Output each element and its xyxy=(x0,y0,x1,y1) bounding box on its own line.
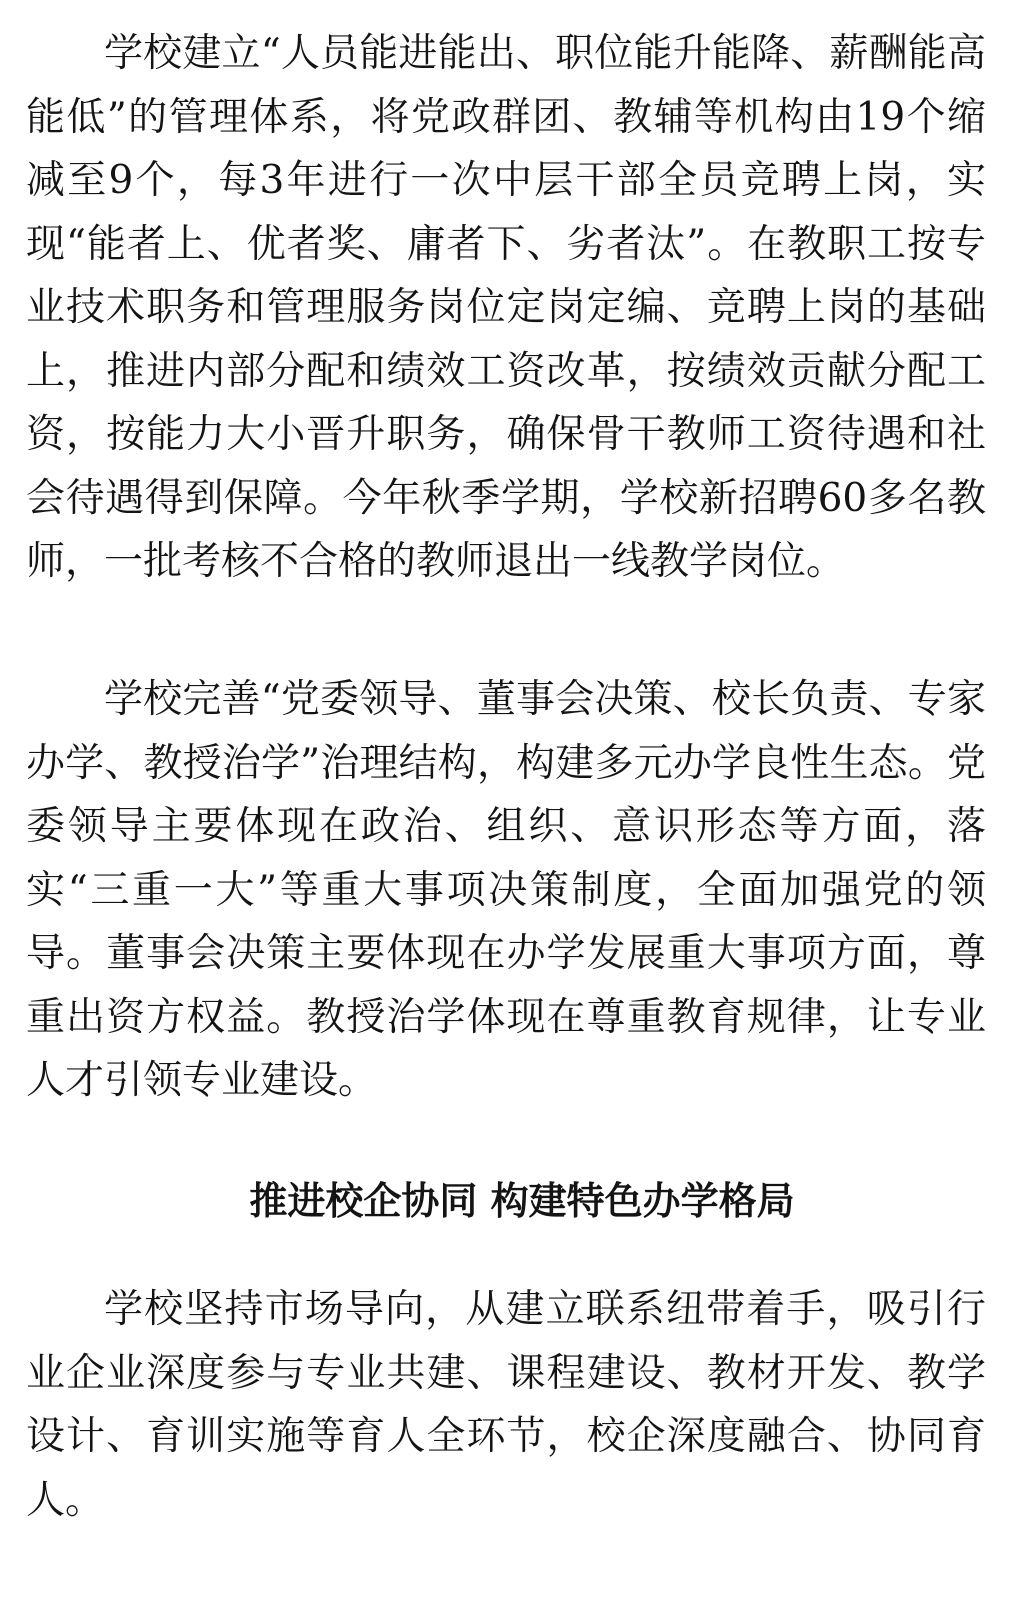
article-paragraph: 学校坚持市场导向，从建立联系纽带着手，吸引行业企业深度参与专业共建、课程建设、教材开发、教学设计、育训实施等育人全环节，校企深度融合、协同育人。 xyxy=(26,1287,986,1523)
article-paragraph: 学校建立“人员能进能出、职位能升能降、薪酬能高能低”的管理体系，将党政群团、教辅等机构由19个缩减至9个，每3年进行一次中层干部全员竞聘上岗，实现“能者上、优者奖、庸者下、劣者汰”。在教职工按专业技术职务和管理服务岗位定岗定编、竞聘上岗的基础上，推进内部分配和绩效工资改革，按绩效贡献分配工资，按能力大小晋升职务，确保骨干教师工资待遇和社会待遇得到保障。今年秋季学期，学校新招聘60多名教师，一批考核不合格的教师退出一线教学岗位。 xyxy=(26,31,986,584)
article-paragraph: 学校完善“党委领导、董事会决策、校长负责、专家办学、教授治学”治理结构，构建多元办学良性生态。党委领导主要体现在政治、组织、意识形态等方面，落实“三重一大”等重大事项决策制度，全面加强党的领导。董事会决策主要体现在办学发展重大事项方面，尊重出资方权益。教授治学体现在尊重教育规律，让专业人才引领专业建设。 xyxy=(26,677,986,1103)
section-heading: 推进校企协同 构建特色办学格局 xyxy=(249,1179,795,1223)
